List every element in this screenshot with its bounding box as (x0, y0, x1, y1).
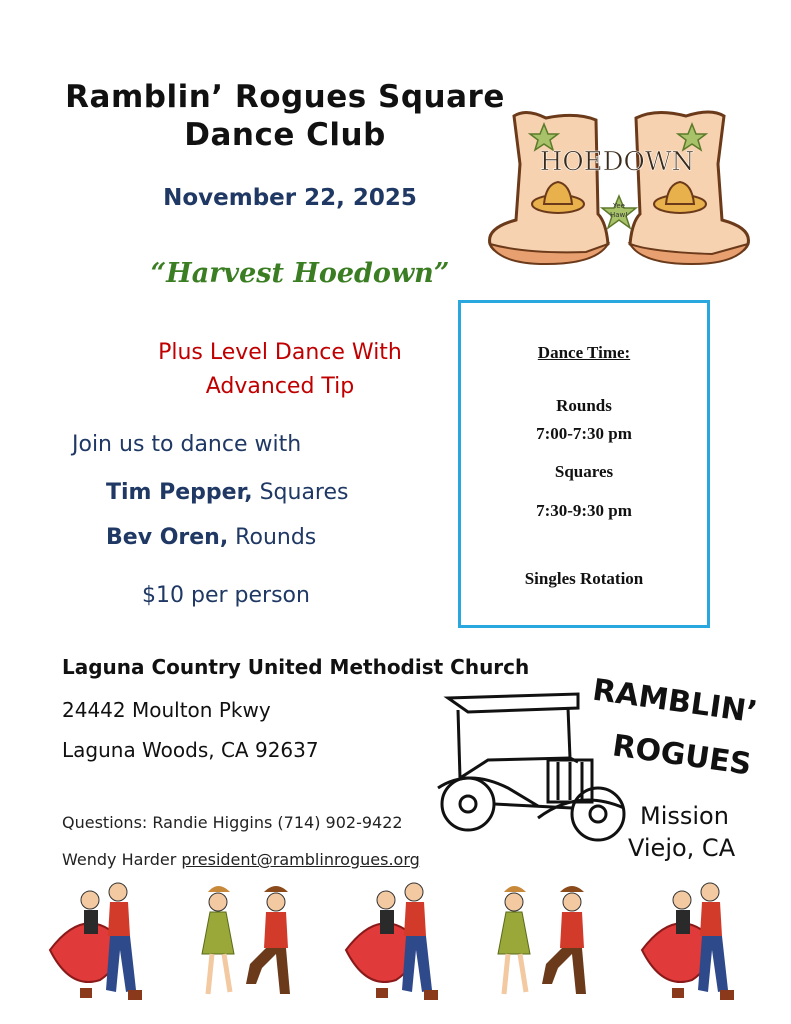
dance-level (110, 336, 450, 404)
title-line-2: Dance Club (184, 117, 386, 153)
cuer-line (106, 525, 316, 550)
level-line-1: Plus Level Dance With (158, 340, 402, 365)
join-text: Join us to dance with (72, 432, 302, 457)
time-heading: Dance Time: (537, 343, 631, 362)
president-contact (62, 850, 420, 869)
event-date: November 22, 2025 (163, 185, 417, 211)
singles-rotation: Singles Rotation (524, 569, 644, 588)
caller-line (106, 480, 348, 505)
cuer-name: Bev Oren, (106, 525, 229, 550)
logo-line-2: ROGUES (610, 728, 754, 783)
squares-label: Squares (554, 462, 614, 481)
level-line-2: Advanced Tip (205, 374, 355, 399)
page-title (30, 78, 540, 154)
vintage-car-icon (428, 688, 628, 848)
price: $10 per person (142, 583, 310, 608)
street-address: 24442 Moulton Pkwy (62, 698, 271, 722)
caller-name: Tim Pepper, (106, 480, 253, 505)
president-name: Wendy Harder (62, 850, 182, 869)
event-theme: “Harvest Hoedown” (150, 258, 450, 289)
logo-line-4: Viejo, CA (628, 834, 736, 862)
church-name: Laguna Country United Methodist Church (62, 655, 530, 679)
rounds-label: Rounds (556, 396, 612, 415)
logo-line-3: Mission (640, 802, 729, 830)
questions-contact: Questions: Randie Higgins (714) 902-9422 (62, 813, 403, 832)
dancers-illustration (40, 876, 760, 1016)
cuer-role: Rounds (228, 525, 317, 550)
star-text-2: Haw! (609, 211, 629, 219)
star-text-1: Yee (613, 202, 625, 210)
title-line-1: Ramblin’ Rogues Square (65, 79, 505, 115)
squares-time: 7:30-9:30 pm (536, 501, 632, 520)
boots-label: HOEDOWN (539, 147, 695, 177)
rounds-time: 7:00-7:30 pm (536, 424, 632, 443)
dance-time-box (458, 300, 710, 628)
email-link[interactable]: president@ramblinrogues.org (181, 850, 420, 869)
logo-line-1: RAMBLIN’ (590, 672, 760, 731)
caller-role: Squares (252, 480, 349, 505)
city-address: Laguna Woods, CA 92637 (62, 738, 319, 762)
hoedown-boots-illustration (486, 104, 754, 270)
